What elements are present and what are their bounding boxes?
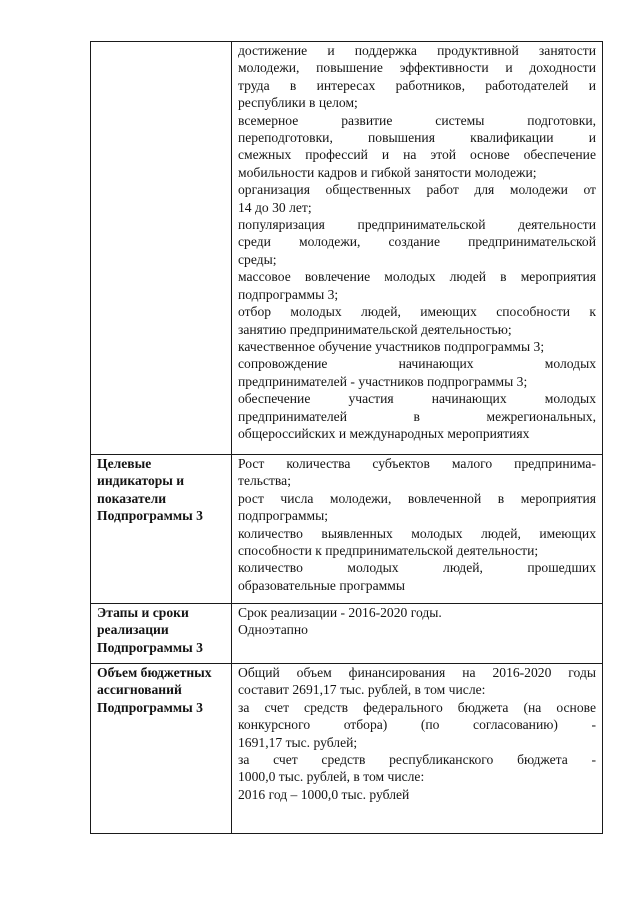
- content-line: отбор молодых людей, имеющих способности к: [238, 304, 596, 320]
- content-line: качественное обучение участников подпрограммы 3;: [238, 338, 545, 354]
- content-line: смежных профессий и на этой основе обеспечение: [238, 147, 596, 163]
- content-line: образовательные программы: [238, 577, 405, 593]
- content-line: организация общественных работ для молодежи от: [238, 182, 596, 198]
- table-row: [91, 42, 603, 455]
- content-line: 2016 год – 1000,0 тыс. рублей: [238, 786, 410, 802]
- content-line: молодежи, повышение эффективности и доходности: [238, 60, 596, 76]
- content-line: популяризация предпринимательской деятельности: [238, 217, 596, 233]
- content-line: за счет средств республиканского бюджета -: [238, 752, 596, 768]
- content-line: 1691,17 тыс. рублей;: [238, 734, 358, 750]
- row-label-cell: [91, 42, 232, 455]
- content-line: всемерное развитие системы подготовки,: [238, 112, 596, 128]
- row-label-line: показатели: [97, 490, 167, 506]
- row-label-cell: [91, 664, 232, 834]
- content-line: среды;: [238, 251, 277, 267]
- content-line: за счет средств федерального бюджета (на основе: [238, 699, 596, 715]
- row-label-line: Этапы и сроки: [97, 605, 189, 620]
- content-line: обеспечение участия начинающих молодых: [238, 391, 596, 407]
- content-line: Рост количества субъектов малого предпринима-: [238, 456, 596, 471]
- row-label-line: Подпрограммы 3: [97, 639, 203, 655]
- content-line: предпринимателей - участников подпрограммы 3;: [238, 373, 528, 389]
- content-line: занятию предпринимательской деятельностью;: [238, 321, 512, 337]
- content-line: общероссийских и международных мероприятиях: [238, 425, 530, 441]
- row-content-cell: [232, 664, 603, 834]
- content-line: сопровождение начинающих молодых: [238, 356, 596, 372]
- content-line: количество молодых людей, прошедших: [238, 560, 596, 576]
- row-content-cell: [232, 455, 603, 604]
- row-label-line: Целевые: [97, 456, 152, 471]
- row-label-cell: [91, 455, 232, 604]
- subprogram-passport-table: [90, 41, 603, 834]
- content-line: составит 2691,17 тыс. рублей, в том числе:: [238, 682, 486, 698]
- row-label-line: реализации: [97, 622, 169, 638]
- content-line: массовое вовлечение молодых людей в мероприятия: [238, 269, 596, 285]
- content-line: рост числа молодежи, вовлеченной в мероприятия: [238, 490, 596, 506]
- content-line: 14 до 30 лет;: [238, 199, 312, 215]
- row-label-cell: [91, 604, 232, 664]
- content-line: тельства;: [238, 473, 291, 489]
- table-row: [91, 604, 603, 664]
- row-label-line: Подпрограммы 3: [97, 699, 203, 715]
- row-content-cell: [232, 604, 603, 664]
- content-line: 1000,0 тыс. рублей, в том числе:: [238, 769, 425, 785]
- content-line: республики в целом;: [238, 95, 358, 111]
- content-line: конкурсного отбора) (по согласованию) -: [238, 717, 596, 733]
- row-label-line: Подпрограммы 3: [97, 508, 203, 524]
- content-line: достижение и поддержка продуктивной занятости: [238, 43, 596, 58]
- content-line: подпрограммы;: [238, 508, 328, 524]
- content-line: Общий объем финансирования на 2016-2020 годы: [238, 665, 596, 680]
- row-label-line: Объем бюджетных: [97, 665, 212, 680]
- row-label-line: ассигнований: [97, 682, 182, 698]
- content-line: предпринимателей в межрегиональных,: [238, 408, 596, 424]
- content-line: Срок реализации - 2016-2020 годы.: [238, 605, 442, 620]
- content-line: переподготовки, повышения квалификации и: [238, 130, 596, 146]
- content-line: способности к предпринимательской деятельности;: [238, 543, 539, 559]
- content-line: Одноэтапно: [238, 622, 308, 638]
- passport-table-body: [91, 42, 603, 834]
- row-content-cell: [232, 42, 603, 455]
- content-line: мобильности кадров и гибкой занятости молодежи;: [238, 164, 537, 180]
- content-line: количество выявленных молодых людей, имеющих: [238, 525, 596, 541]
- table-row: [91, 455, 603, 604]
- content-line: труда в интересах работников, работодателей и: [238, 77, 596, 93]
- table-row: [91, 664, 603, 834]
- content-line: среди молодежи, создание предпринимательской: [238, 234, 596, 250]
- content-line: подпрограммы 3;: [238, 286, 339, 302]
- row-label-line: индикаторы и: [97, 473, 185, 489]
